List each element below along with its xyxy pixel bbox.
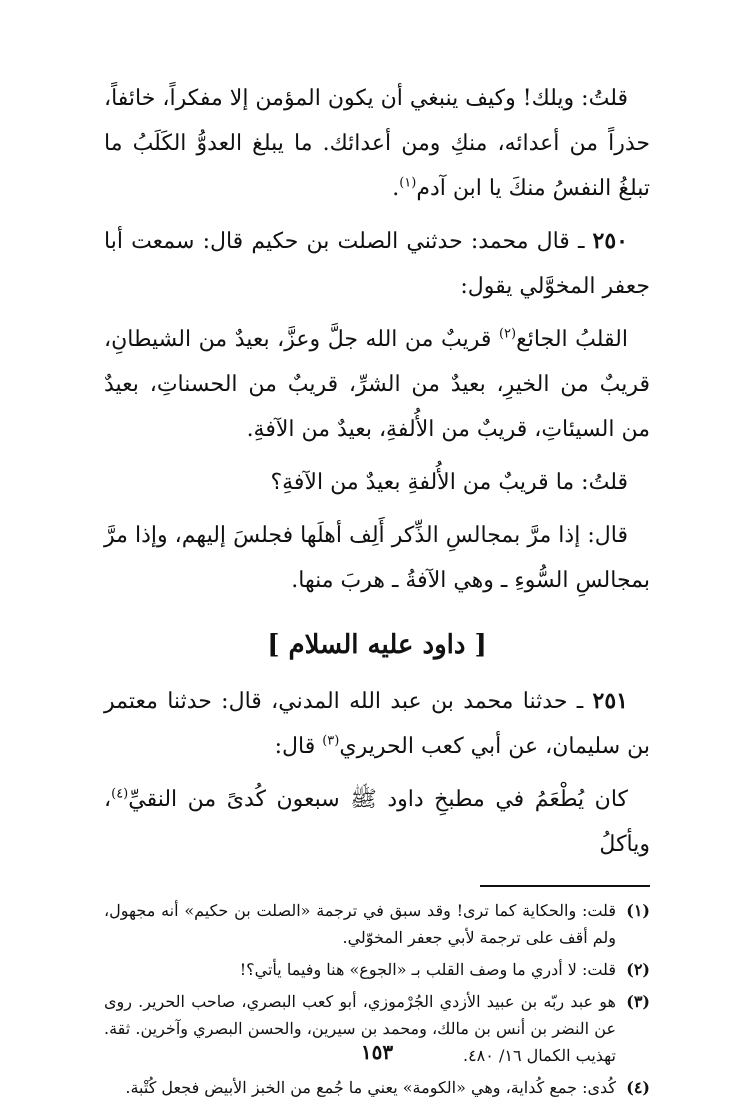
paragraph-3 [104, 317, 650, 452]
hadith-number-251: ٢٥١ [592, 688, 628, 714]
footnote-number: (٣) [626, 992, 650, 1011]
footnote-1 [104, 897, 650, 951]
paragraph-251 [104, 679, 650, 769]
paragraph-251-text-a: ـ حدثنا محمد بن عبد الله المدني، قال: حدثنا معتمر بن سليمان، عن أبي كعب الحريري [104, 689, 650, 759]
footnote-ref-4: (٤) [111, 786, 129, 802]
footnote-4 [104, 1074, 650, 1101]
section-heading: [ داود عليه السلام ] [267, 630, 487, 660]
page-body [104, 76, 650, 1106]
paragraph-1-text: قلتُ: ويلك! وكيف ينبغي أن يكون المؤمن إلا مفكراً، خائفاً، حذراً من أعدائه، منكِ ومن أعدائك. ما يبلغ العدوُّ الكَلَبُ ما تبلغُ النفسُ منكَ يا ابن آدم [104, 86, 650, 201]
footnote-number: (٢) [626, 960, 650, 979]
paragraph-5: قال: إذا مرَّ بمجالسِ الذِّكر أَلِف أهلَها فجلسَ إليهم، وإذا مرَّ بمجالسِ السُّوءِ ـ وهي الآفةُ ـ هربَ منها. [104, 523, 650, 593]
footnote-text: كُدى: جمع كُداية، وهي «الكومة» يعني ما جُمع من الخبز الأبيض فجعل كُتْبة. [125, 1078, 616, 1097]
footnote-text: قلت: لا أدري ما وصف القلب بـ «الجوع» هنا وفيما يأتي؟! [239, 960, 616, 979]
footnote-divider [480, 885, 650, 887]
paragraph-3-text-a: القلبُ الجائع [516, 327, 629, 352]
footnote-2 [104, 956, 650, 983]
footnote-ref-2: (٢) [498, 326, 517, 342]
paragraph-3-text-b: قريبٌ من الله جلَّ وعزَّ، بعيدٌ من الشيطانِ، قريبٌ من الخيرِ، بعيدٌ من الشرِّ، قريبٌ من الحسناتِ، بعيدٌ من السيئاتِ، قريبٌ من الأُلفةِ، بعيدٌ من الآفةِ. [104, 327, 650, 442]
footnote-ref-3: (٣) [322, 733, 340, 749]
paragraph-250-text: ـ قال محمد: حدثني الصلت بن حكيم قال: سمعت أبا جعفر المخوَّلي يقول: [104, 229, 650, 299]
page-number: ١٥٣ [360, 1040, 394, 1064]
paragraph-1 [104, 76, 650, 211]
paragraph-4: قلتُ: ما قريبٌ من الأُلفةِ بعيدٌ من الآفةِ؟ [270, 470, 628, 495]
footnote-text: هو عبد ربّه بن عبيد الأزدي الجُرْموزي، أبو كعب البصري، صاحب الحرير. روى عن النضر بن أنس بن مالك، ومحمد بن سيرين، والحسن البصري وآخرين. ثقة. تهذيب الكمال ١٦/ ٤٨٠. [104, 992, 616, 1065]
paragraph-7-text-b: ، ويأكلُ [104, 787, 650, 857]
paragraph-1-end: . [392, 176, 400, 201]
footnotes [104, 897, 650, 1101]
footnote-number: (١) [626, 901, 650, 920]
hadith-number-250: ٢٥٠ [592, 228, 628, 254]
paragraph-7 [104, 777, 650, 867]
paragraph-251-text-b: قال: [274, 734, 323, 759]
footnote-number: (٤) [626, 1078, 650, 1097]
footnote-text: قلت: والحكاية كما ترى! وقد سبق في ترجمة «الصلت بن حكيم» أنه مجهول، ولم أقف على ترجمة لأبي جعفر المخوّلي. [104, 901, 616, 947]
footnote-ref-1: (١) [399, 175, 417, 191]
paragraph-7-text-a: كان يُطْعَمُ في مطبخِ داود ﷺ سبعون كُدىً من النقيِّ [128, 787, 628, 812]
paragraph-250 [104, 219, 650, 309]
